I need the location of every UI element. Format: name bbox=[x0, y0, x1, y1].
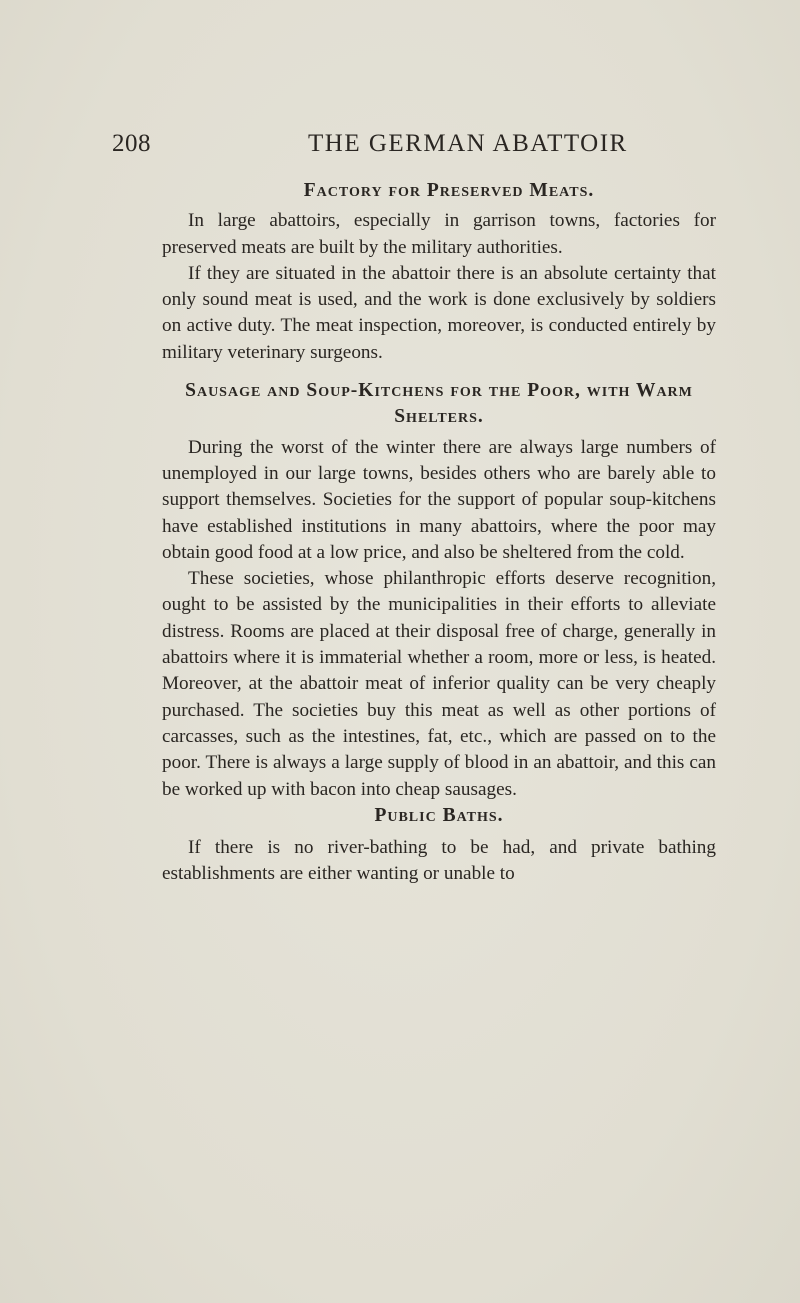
body-text bbox=[162, 178, 716, 888]
section-heading-soup-kitchens: Sausage and Soup-Kitchens for the Poor, with Warm Shelters. bbox=[185, 380, 693, 428]
paragraph: In large abattoirs, especially in garrison towns, factories for preserved meats are built by the military authorities. bbox=[162, 210, 716, 258]
running-title: THE GERMAN ABATTOIR bbox=[308, 130, 628, 157]
section-heading-preserved-meats: Factory for Preserved Meats. bbox=[303, 180, 595, 201]
paragraph: If there is no river-bathing to be had, and private bathing establishments are either wanting or unable to bbox=[162, 837, 716, 885]
paragraph: If they are situated in the abattoir there is an absolute certainty that only sound meat is used, and the work is done exclusively by soldiers on active duty. The meat inspection, moreover, is conducted entirely by military veterinary surgeons. bbox=[162, 262, 716, 363]
paragraph: During the worst of the winter there are always large numbers of unemployed in our large towns, besides others who are barely able to support themselves. Societies for the support of popular soup-kitchens have established institutions in many abattoirs, where the poor may obtain good food at a low price, and also be sheltered from the cold. bbox=[162, 436, 716, 563]
paragraph: These societies, whose philanthropic efforts deserve recognition, ought to be assisted by the municipalities in their efforts to alleviate distress. Rooms are placed at their disposal free of charge, generally in abattoirs where it is immaterial whether a room, more or less, is heated. Moreover, at the abattoir meat of inferior quality can be very cheaply purchased. The societies buy this meat as well as other portions of carcasses, such as the intestines, fat, etc., which are passed on to the poor. There is always a large supply of blood in an abattoir, and this can be worked up with bacon into cheap sausages. bbox=[162, 568, 716, 800]
section-heading-public-baths: Public Baths. bbox=[374, 804, 504, 826]
page-number: 208 bbox=[112, 130, 151, 157]
running-head bbox=[112, 130, 712, 164]
